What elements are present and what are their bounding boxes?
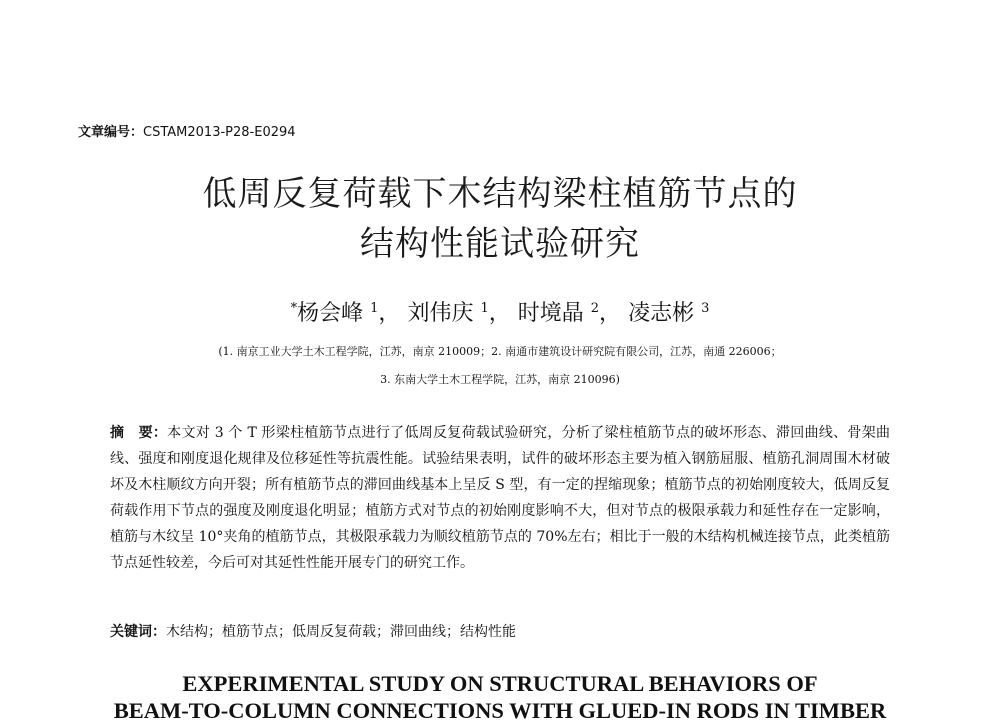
chinese-title-line-1: 低周反复荷载下木结构梁柱植筋节点的 (202, 174, 798, 214)
author-name: 刘伟庆 (407, 301, 474, 326)
affiliation-number: 1 (480, 301, 489, 316)
chinese-title-line-2: 结构性能试验研究 (360, 224, 640, 264)
author-name: 杨会峰 (297, 301, 364, 326)
article-number-label: 文章编号： (78, 125, 144, 140)
author (518, 301, 621, 326)
article-number (78, 121, 296, 140)
affiliations-line-1: (1. 南京工业大学土木工程学院，江苏，南京 210009；2. 南通市建筑设计研究院有限公司，江苏，南通 226006； (218, 345, 782, 358)
author-separator: ， (599, 301, 622, 326)
corresponding-mark: * (290, 301, 298, 316)
abstract-text: 本文对 3 个 T 形梁柱植筋节点进行了低周反复荷载试验研究，分析了梁柱植筋节点的破坏形态、滞回曲线、骨架曲线、强度和刚度退化规律及位移延性等抗震性能。试验结果表明，试件的破坏形态主要为植入钢筋屈服、植筋孔洞周围木材破坏及木柱顺纹方向开裂；所有植筋节点的滞回曲线基本上呈反 S 型，有一定的捏缩现象；植筋节点的初始刚度较大，低周反复荷载作用下节点的强度及刚度退化明显；植筋方式对节点的初始刚度影响不大，但对节点的极限承载力和延性存在一定影响，植筋与木纹呈 10°夹角的植筋节点，其极限承载力为顺纹植筋节点的 70%左右；相比于一般的木结构机械连接节点，此类植筋节点延性较差，今后可对其延性性能开展专门的研究工作。 (110, 425, 891, 571)
english-title-line-1: EXPERIMENTAL STUDY ON STRUCTURAL BEHAVIORS OF (182, 671, 818, 696)
abstract-label: 摘 要： (110, 425, 168, 441)
author (407, 301, 510, 326)
author-list (0, 294, 1000, 329)
author-name: 凌志彬 (628, 301, 695, 326)
affiliation-number: 1 (370, 301, 379, 316)
keywords-label: 关键词： (110, 624, 166, 640)
affiliations-line-2: 3. 东南大学土木工程学院，江苏，南京 210096) (380, 373, 620, 386)
keywords (110, 621, 516, 641)
author (628, 301, 709, 326)
keywords-text: 木结构；植筋节点；低周反复荷载；滞回曲线；结构性能 (166, 624, 516, 640)
english-title-line-2: BEAM-TO-COLUMN CONNECTIONS WITH GLUED-IN RODS IN TIMBER (113, 698, 887, 723)
affiliation-number: 3 (701, 301, 710, 316)
author-name: 时境晶 (517, 301, 584, 326)
abstract (110, 420, 890, 576)
author (291, 301, 401, 326)
author-separator: ， (378, 301, 401, 326)
affiliation-number: 2 (590, 301, 600, 316)
article-number-value: CSTAM2013-P28-E0294 (143, 125, 296, 140)
author-separator: ， (488, 301, 511, 326)
